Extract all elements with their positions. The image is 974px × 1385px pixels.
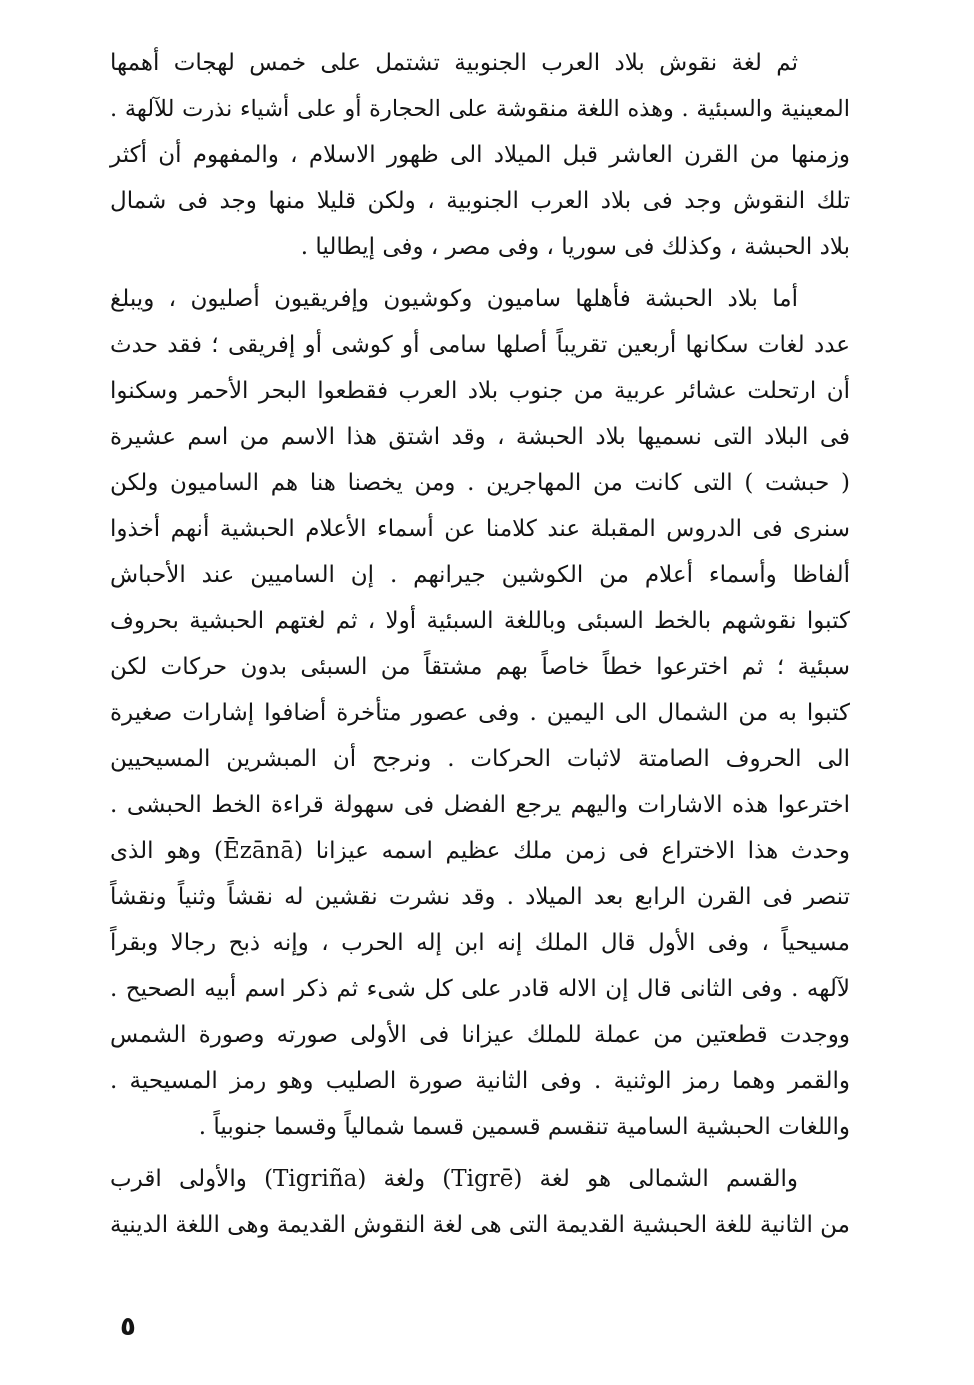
paragraph-3: [110, 1156, 850, 1248]
text-line: واللغات الحبشية السامية تنقسم قسمين قسما شمالياً وقسما جنوبياً .: [198, 1114, 850, 1140]
text-line: بلاد الحبشة ، وكذلك فى سوريا ، وفى مصر ، وفى إيطاليا .: [300, 234, 850, 260]
text-line: الى الحروف الصامتة لاثبات الحركات . ونرجح أن المبشرين المسيحيين: [110, 746, 850, 772]
paragraph-1: [110, 40, 850, 270]
text-line: المعينية والسبئية . وهذه اللغة منقوشة على الحجارة أو على أشياء نذرت للآلهة .: [110, 96, 850, 122]
text-line: وزمنها من القرن العاشر قبل الميلاد الى ظهور الاسلام ، والمفهوم أن أكثر: [110, 142, 850, 168]
text-line: ووجدت قطعتين من عملة للملك عيزانا فى الأولى صورته وصورة الشمس: [110, 1022, 850, 1048]
text-line: لآلهه . وفى الثانى قال إن الاله قادر على كل شىء ثم ذكر اسم أبيه الصحيح .: [110, 976, 850, 1002]
text-line: أما بلاد الحبشة فأهلها ساميون وكوشيون وإفريقيون أصليون ، ويبلغ: [110, 286, 798, 312]
text-line: وحدث هذا الاختراع فى زمن ملك عظيم اسمه عيزانا (Ēzānā) وهو الذى: [110, 838, 851, 864]
text-line: والقمر وهما رمز الوثنية . وفى الثانية صورة الصليب وهو رمز المسيحية .: [110, 1068, 850, 1094]
text-line: عدد لغات سكانها أربعين تقريباً أصلها سامى أو كوشى أو إفريقى ؛ فقد حدث: [110, 332, 850, 358]
text-line: ألفاظا وأسماء أعلام من الكوشين جيرانهم . إن الساميين عند الأحباش: [110, 562, 850, 588]
text-line: سنرى فى الدروس المقبلة عند كلامنا عن أسماء الأعلام الحبشية أنهم أخذوا: [110, 516, 850, 542]
paragraph-2: [110, 276, 850, 1150]
text-line: أن ارتحلت عشائر عربية من جنوب بلاد العرب فقطعوا البحر الأحمر وسكنوا: [110, 378, 850, 404]
page-number: ٥: [120, 1312, 136, 1342]
page-body: [110, 40, 850, 1340]
text-line: ( حبشت ) التى كانت من المهاجرين . ومن يخصنا هنا هم الساميون ولكن: [110, 470, 850, 496]
text-line: كتبوا نقوشهم بالخط السبئى وباللغة السبئية أولا ، ثم لغتهم الحبشية بحروف: [110, 608, 850, 634]
text-line: اخترعوا هذه الاشارات واليهم يرجع الفضل فى سهولة قراءة الخط الحبشى .: [110, 792, 850, 818]
text-line: سبئية ؛ ثم اخترعوا خطاً خاصاً بهم مشتقاً من السبئى بدون حركات لكن: [110, 654, 850, 680]
text-line: مسيحياً ، وفى الأول قال الملك إنه ابن إله الحرب ، وإنه ذبح رجالا وبقراً: [110, 930, 850, 956]
text-line: فى البلاد التى نسميها بلاد الحبشة ، وقد اشتق هذا الاسم من اسم عشيرة: [110, 424, 850, 450]
text-line: ثم لغة نقوش بلاد العرب الجنوبية تشتمل على خمس لهجات أهمها: [110, 50, 798, 76]
text-line: والقسم الشمالى هو لغة (Tigrē) ولغة (Tigriña) والأولى اقرب: [110, 1166, 798, 1192]
text-line: من الثانية للغة الحبشية القديمة التى هى لغة النقوش القديمة وهى اللغة الدينية: [110, 1212, 850, 1238]
text-line: تلك النقوش وجد فى بلاد العرب الجنوبية ، ولكن قليلا منها وجد فى شمال: [110, 188, 850, 214]
text-line: تنصر فى القرن الرابع بعد الميلاد . وقد نشرت نقشين له نقشاً وثنياً ونقشاً: [110, 884, 850, 910]
text-line: كتبوا به من الشمال الى اليمين . وفى عصور متأخرة أضافوا إشارات صغيرة: [110, 700, 850, 726]
